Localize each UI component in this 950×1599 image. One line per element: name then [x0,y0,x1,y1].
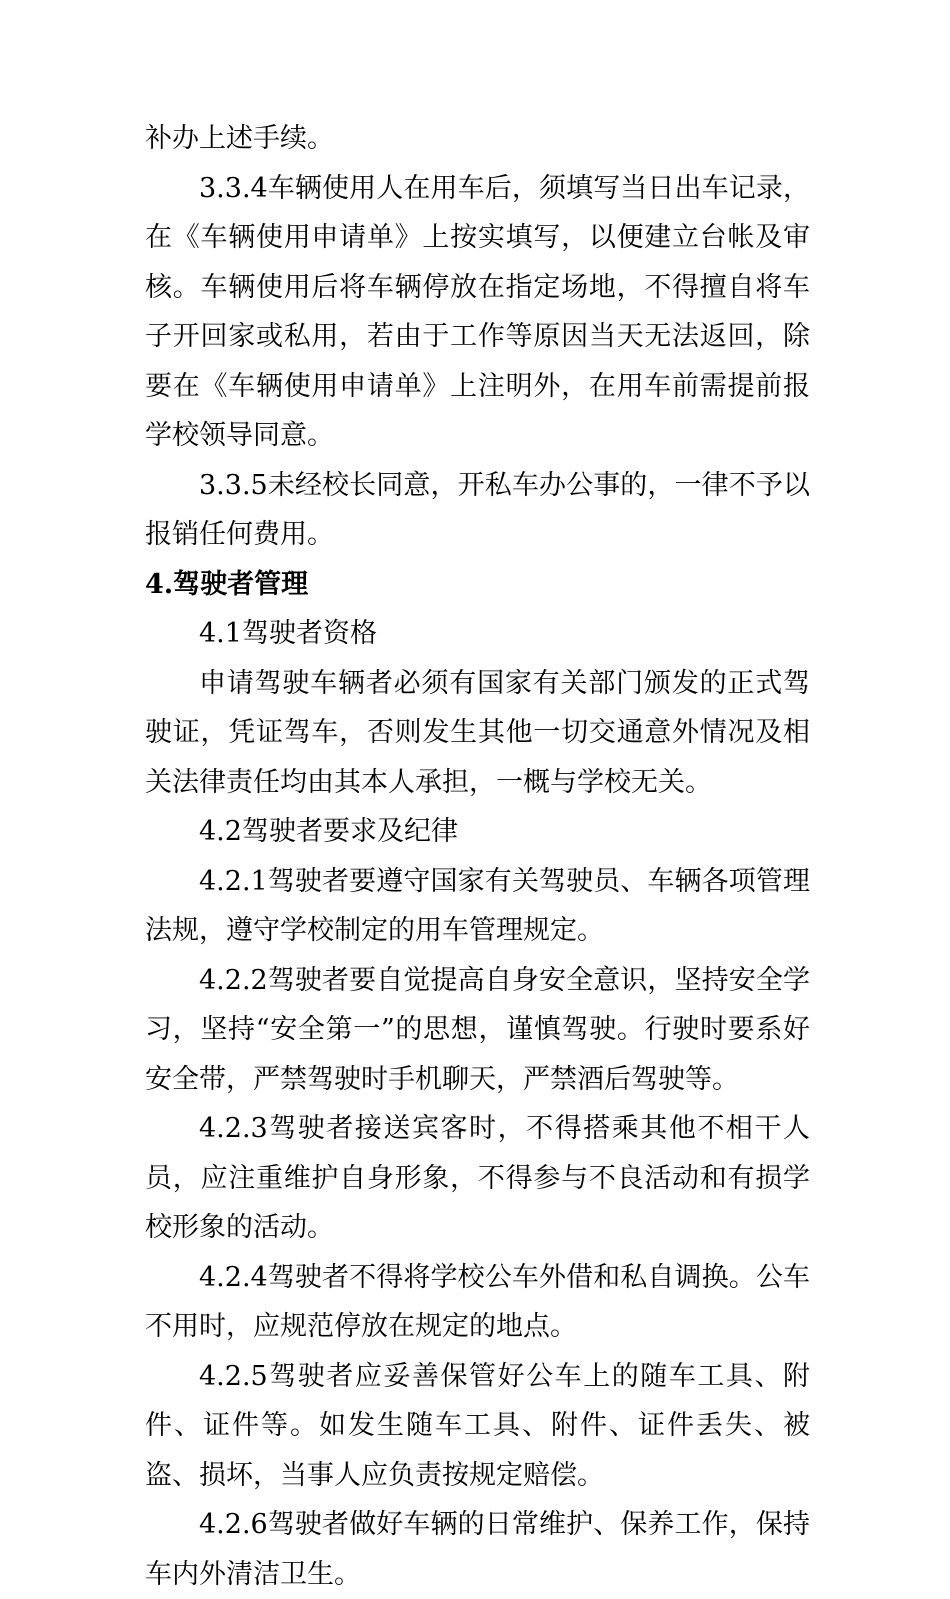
paragraph-4-2-3: 4.2.3驾驶者接送宾客时，不得搭乘其他不相干人员，应注重维护自身形象，不得参与不良活动和有损学校形象的活动。 [145,1113,810,1243]
paragraph-3-3-4: 3.3.4车辆使用人在用车后，须填写当日出车记录，在《车辆使用申请单》上按实填写，以便建立台帐及审核。车辆使用后将车辆停放在指定场地，不得擅自将车子开回家或私用，若由于工作等原因当天无法返回，除要在《车辆使用申请单》上注明外，在用车前需提前报学校领导同意。 [145,172,810,451]
paragraph-4-2-6: 4.2.6驾驶者做好车辆的日常维护、保养工作，保持车内外清洁卫生。 [145,1509,810,1590]
document-body [145,114,810,1599]
section-heading-4: 4.驾驶者管理 [145,568,309,600]
paragraph-4-2-2: 4.2.2驾驶者要自觉提高自身安全意识，坚持安全学习，坚持“安全第一”的思想，谨慎驾驶。行驶时要系好安全带，严禁驾驶时手机聊天，严禁酒后驾驶等。 [145,964,810,1095]
paragraph-3-3-5: 3.3.5未经校长同意，开私车办公事的，一律不予以报销任何费用。 [145,469,810,550]
paragraph-4-1: 申请驾驶车辆者必须有国家有关部门颁发的正式驾驶证，凭证驾车，否则发生其他一切交通意外情况及相关法律责任均由其本人承担，一概与学校无关。 [145,667,810,798]
paragraph-continuation: 补办上述手续。 [145,123,334,154]
paragraph-4-2-5: 4.2.5驾驶者应妥善保管好公车上的随车工具、附件、证件等。如发生随车工具、附件、证件丢失、被盗、损坏，当事人应负责按规定赔偿。 [145,1360,810,1491]
subheading-4-2: 4.2驾驶者要求及纪律 [199,816,458,847]
subheading-4-1: 4.1驾驶者资格 [199,618,377,649]
paragraph-4-2-4: 4.2.4驾驶者不得将学校公车外借和私自调换。公车不用时，应规范停放在规定的地点。 [145,1261,810,1342]
paragraph-4-2-1: 4.2.1驾驶者要遵守国家有关驾驶员、车辆各项管理法规，遵守学校制定的用车管理规定。 [145,865,810,946]
